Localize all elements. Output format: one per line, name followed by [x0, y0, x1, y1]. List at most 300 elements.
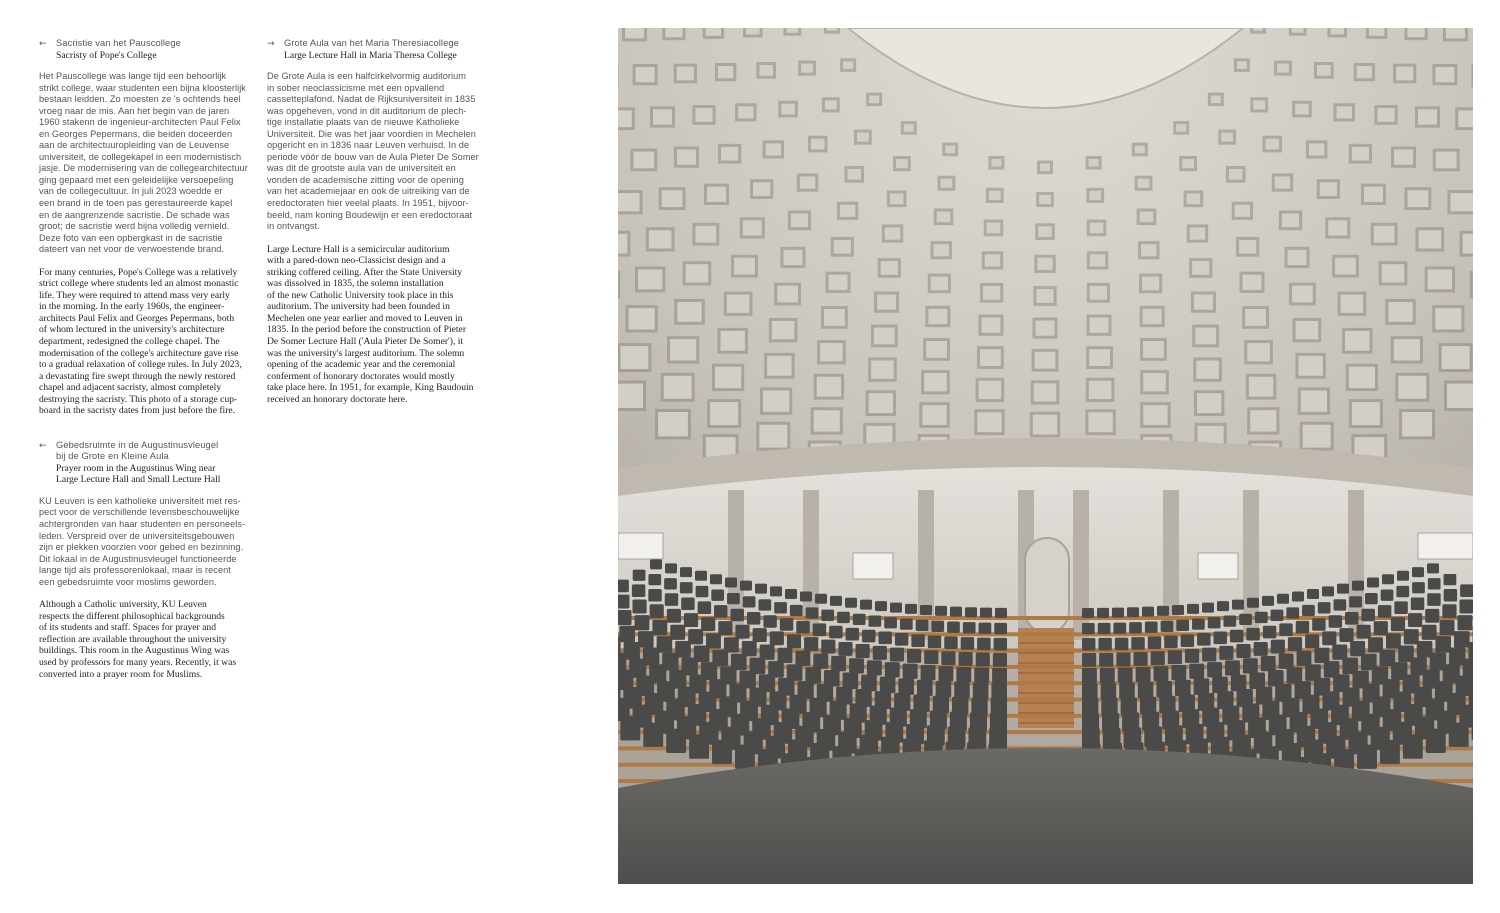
coffer [1265, 139, 1279, 150]
seat [1440, 620, 1455, 635]
seat [698, 601, 711, 614]
coffer [677, 67, 694, 81]
seat [1411, 597, 1424, 610]
window [1198, 553, 1238, 579]
coffer [677, 302, 701, 322]
coffer [1470, 271, 1473, 298]
seat [711, 590, 724, 601]
seat [973, 682, 989, 699]
coffer [664, 376, 692, 399]
coffer [1428, 269, 1452, 289]
seat [1352, 581, 1364, 591]
coffer [904, 124, 914, 132]
coffer [1089, 191, 1101, 200]
seat [900, 618, 913, 629]
coffer [1176, 124, 1186, 132]
coffer [721, 331, 745, 351]
seat [652, 620, 667, 635]
wooden-tier [618, 616, 1473, 620]
coffer [738, 106, 753, 118]
coffer [1090, 318, 1109, 333]
seat [1302, 605, 1315, 616]
coffer [1034, 383, 1057, 401]
seat [731, 609, 744, 622]
seat [959, 652, 973, 666]
seat [632, 584, 645, 597]
coffer [824, 309, 845, 326]
seat [941, 651, 955, 665]
coffer [1089, 159, 1099, 167]
coffer [896, 159, 908, 168]
seat [1435, 636, 1451, 653]
seat [1403, 734, 1423, 758]
seat [1151, 651, 1165, 665]
seat [991, 683, 1007, 700]
coffer [1140, 212, 1154, 223]
seat [735, 745, 755, 769]
coffer [1143, 405, 1167, 425]
window [853, 553, 893, 579]
coffer [926, 341, 947, 358]
left-arrow-icon: ← [39, 39, 47, 49]
seat [635, 615, 650, 630]
coffer [662, 190, 683, 207]
coffer [1374, 226, 1395, 243]
seat [954, 682, 970, 699]
seat [684, 613, 698, 627]
caption-prayer-room [39, 440, 259, 486]
coffer [871, 360, 894, 378]
caption-dutch: Gebedsruimte in de Augustinusvleugel bij de Grote en Kleine Aula [56, 439, 219, 462]
seat [1231, 675, 1247, 692]
coffer [715, 367, 741, 388]
coffer [1089, 349, 1110, 366]
seat [618, 636, 621, 654]
seat [1412, 567, 1424, 577]
coffer [827, 28, 837, 31]
coffer [1407, 190, 1428, 207]
seat [1217, 601, 1229, 611]
seat [1460, 584, 1473, 597]
coffer [1364, 187, 1383, 202]
seat [1449, 723, 1469, 747]
coffer [991, 159, 1001, 167]
coffer [1135, 146, 1145, 154]
coffer [977, 412, 1001, 432]
seat [977, 638, 990, 651]
coffer [1328, 220, 1347, 235]
coffer [869, 96, 879, 104]
seat [1187, 604, 1199, 614]
seat [1098, 623, 1111, 634]
seat [800, 591, 812, 601]
left-arrow-icon: ← [39, 440, 47, 451]
seat [1214, 632, 1227, 645]
coffer [753, 182, 770, 196]
seat [1168, 650, 1182, 664]
coffer [1243, 275, 1262, 290]
coffer [1357, 66, 1372, 78]
seat [846, 628, 859, 641]
coffer [834, 240, 851, 254]
seat [1442, 604, 1456, 618]
seat [1161, 621, 1174, 632]
seat [994, 638, 1007, 651]
coffer [829, 275, 848, 290]
coffer [766, 143, 781, 155]
seat [856, 644, 870, 658]
seat [1361, 609, 1374, 622]
coffer [1249, 377, 1273, 397]
seat [1454, 631, 1470, 648]
seat [665, 563, 677, 573]
seat [837, 612, 850, 623]
seat [980, 608, 992, 618]
coffer [811, 139, 825, 150]
coffer [1349, 367, 1375, 388]
coffer [721, 147, 738, 161]
coffer [1247, 343, 1270, 361]
seat [1365, 593, 1378, 604]
seat [1099, 653, 1113, 667]
coffer [1377, 108, 1394, 122]
coffer [1039, 195, 1051, 204]
seat [1129, 622, 1142, 633]
seat [1367, 578, 1379, 588]
coffer [1143, 373, 1166, 391]
coffer [945, 146, 955, 154]
seat [770, 586, 782, 596]
seat [1404, 629, 1419, 644]
seat [1136, 667, 1151, 682]
seat [895, 633, 908, 646]
seat [1148, 636, 1161, 649]
seat [667, 609, 681, 623]
coffer [979, 381, 1002, 399]
seat [725, 578, 737, 588]
seat [1142, 607, 1154, 617]
coffer [881, 261, 898, 275]
coffer [1292, 28, 1304, 33]
seat [755, 584, 767, 594]
seat [1412, 582, 1425, 593]
coffer [980, 349, 1001, 366]
seat [907, 649, 921, 663]
seat [1208, 617, 1221, 628]
coffer [638, 269, 662, 289]
seat [701, 617, 715, 631]
seat [1156, 681, 1172, 698]
coffer [1195, 328, 1216, 345]
seat [785, 589, 797, 599]
body-text-english: For many centuries, Pope's College was a relatively strict college where students led an almost monastic life. They were required to attend mass very early in the morning. In the early 1960s, the engineer- architects Paul Felix and Georges Pepermans, both of whom lectured in the university's architecture department, redesigned the college chapel. The modernisation of the college's architecture gave rise to a gradual relaxation of college rules. In July 2023, a devastating fire swept through the newly restored chapel and adjacent sacristy, almost completely destroying the sacristy. This photo of a storage cup- board in the sacristy dates from just before the fire. [39, 266, 242, 417]
seat [1082, 623, 1095, 634]
coffer [814, 410, 840, 431]
seat [1463, 659, 1473, 678]
coffer [1352, 402, 1380, 425]
seat [1408, 613, 1422, 627]
coffer [1288, 250, 1307, 265]
coffer [618, 384, 643, 408]
seat [1154, 666, 1169, 681]
seat [1380, 740, 1400, 764]
seat [1349, 596, 1362, 607]
coffer [1345, 331, 1369, 351]
coffer [649, 230, 672, 248]
coffer [777, 286, 798, 303]
seat [632, 600, 646, 614]
coffer [791, 213, 808, 227]
seat [795, 651, 810, 666]
seat [994, 623, 1007, 634]
coffer [874, 328, 895, 345]
seat [1334, 599, 1347, 610]
seat [815, 594, 827, 604]
seat [774, 602, 787, 613]
coffer [987, 223, 1001, 234]
seat [1271, 640, 1285, 654]
coffer [695, 226, 716, 243]
seat [790, 605, 803, 616]
seat [1098, 638, 1111, 651]
seat [935, 606, 947, 616]
coffer [981, 318, 1000, 333]
coffer [743, 220, 762, 235]
body-text-dutch: KU Leuven is een katholieke universiteit met res- pect voor de verschillende levensbeschouwelijke achtergronden van haar studenten en personeels- leden. Verspreid over de universiteitsgebouwen zijn er plekken voorzien voor gebed en bezinning. Dit lokaal in de Augustinusvleugel functioneerde lange tijd als professorenlokaal, maar is recent een gebedsruimte voor moslims geworden. [39, 495, 246, 587]
seat [1262, 596, 1274, 606]
seat [1322, 586, 1334, 596]
coffer [1197, 393, 1221, 413]
seat [680, 582, 693, 593]
seat [650, 604, 664, 618]
seat [650, 559, 662, 569]
seat [947, 622, 960, 633]
seat [763, 615, 776, 628]
seat [1318, 602, 1331, 613]
seat [787, 634, 801, 648]
coffer [686, 264, 709, 282]
seat [1427, 563, 1439, 573]
seat [950, 607, 962, 617]
coffer [1407, 28, 1424, 37]
seat [1396, 586, 1409, 597]
coffer [710, 402, 738, 425]
seat [903, 664, 918, 679]
coffer [1419, 230, 1442, 248]
seat [1116, 653, 1130, 667]
seat [878, 632, 891, 645]
coffer [695, 108, 712, 122]
coffer [800, 176, 815, 188]
seat [885, 662, 900, 677]
seat [681, 597, 694, 610]
seat [884, 617, 897, 628]
coffer [1141, 244, 1156, 256]
coffer [1253, 28, 1263, 31]
coffer [857, 133, 869, 142]
coffer [1035, 352, 1056, 369]
seat [853, 614, 866, 625]
seat [1307, 589, 1319, 599]
coffer [665, 28, 682, 37]
seat [1101, 683, 1117, 700]
seat [813, 653, 828, 668]
seat [911, 634, 924, 647]
seat [898, 678, 914, 695]
seat [1119, 682, 1135, 699]
seat [1100, 668, 1115, 683]
seat [1426, 729, 1446, 753]
seat [1207, 662, 1222, 677]
coffer [1211, 96, 1221, 104]
coffer [1317, 65, 1331, 76]
coffer [1196, 360, 1219, 378]
seat [830, 596, 842, 606]
seat [638, 631, 654, 648]
coffer [707, 187, 726, 202]
seat [1176, 620, 1189, 631]
coffer [1295, 104, 1309, 115]
coffer [718, 66, 733, 78]
seat [1254, 642, 1268, 656]
seat [1444, 574, 1457, 585]
coffer [629, 308, 655, 329]
coffer [843, 61, 853, 69]
seat [1127, 607, 1139, 617]
seat [780, 618, 793, 631]
seat [1322, 631, 1336, 645]
seat [956, 667, 971, 682]
seat [845, 598, 857, 608]
seat [710, 574, 722, 584]
seat [995, 608, 1007, 618]
coffer [1138, 179, 1150, 188]
coffer [1221, 133, 1233, 142]
coffer [1396, 67, 1413, 81]
coffer [820, 343, 843, 361]
coffer [937, 212, 951, 223]
coffer [885, 227, 900, 239]
seat [1394, 601, 1407, 614]
seat [1391, 617, 1405, 631]
seat [1189, 664, 1204, 679]
coffer [928, 309, 947, 324]
seat [1225, 660, 1240, 675]
seat [806, 607, 819, 618]
seat [619, 626, 635, 643]
body-text-english: Although a Catholic university, KU Leuven respects the different philosophical backgrounds of its students and staff. Spaces for prayer and reflection are available throughout the university buildings. This room in the Augustinus Wing was used by professors for many years. Recently, it was converted into a prayer room for Muslims. [39, 599, 237, 680]
coffer [1142, 277, 1159, 291]
seat [963, 622, 976, 633]
coffer [1090, 223, 1104, 234]
coffer [1435, 67, 1454, 82]
seat [936, 681, 952, 698]
seat [1428, 578, 1441, 589]
coffer [1341, 295, 1364, 313]
lecture-hall-photo [618, 28, 1473, 884]
coffer [983, 286, 1000, 300]
coffer [1237, 61, 1247, 69]
seat [666, 729, 686, 753]
coffer [677, 150, 696, 165]
seat [618, 610, 632, 625]
seat [849, 658, 864, 673]
coffer [1182, 159, 1194, 168]
caption-dutch: Sacristie van het Pauscollege [56, 38, 181, 48]
seat [1236, 644, 1250, 658]
coffer [840, 205, 855, 217]
seat [861, 675, 877, 692]
seat [1082, 653, 1096, 667]
body-text-dutch: De Grote Aula is een halfcirkelvormig auditorium in sober neoclassicisme met een opvallend cassetteplafond. Nadat de Rijksuniversiteit in 1835 was opgeheven, vond in dit auditorium de plech- tige installatie plaats van de nieuwe Katholieke Universiteit. Die was het jaar voordien in Mechelen opgericht en in 1836 naar Leuven verhuisd. In de periode vóór de bouw van de Aula Pieter De Somer was dit de grootste aula van de universiteit en vonden de academische zitting voor de opening van het academiejaar en ook de uitreiking van de eredoctoraten hier veelal plaats. In 1951, bijvoor- beeld, nam koning Boudewijn er een eredoctoraat in ontvangst. [267, 71, 479, 232]
coffer [636, 67, 655, 82]
seat [618, 595, 629, 609]
coffer [1192, 261, 1209, 275]
seat [1457, 615, 1472, 630]
seat [712, 740, 732, 764]
seat [1460, 600, 1473, 614]
coffer [1036, 289, 1053, 303]
coffer [941, 179, 953, 188]
seat [890, 603, 902, 613]
coffer [1277, 64, 1289, 73]
seat [643, 723, 663, 747]
seat [860, 600, 872, 610]
seat [992, 668, 1007, 683]
coffer [931, 277, 948, 291]
seat [1296, 621, 1309, 634]
coffer [1458, 110, 1473, 127]
seat [813, 623, 826, 636]
seat [1337, 584, 1349, 594]
seat [718, 621, 732, 635]
coffer [1382, 264, 1405, 282]
seat [664, 578, 677, 589]
coffer [1450, 193, 1473, 211]
middle-text-column [267, 38, 487, 418]
coffer [618, 193, 640, 211]
seat [1243, 658, 1258, 673]
coffer [1298, 356, 1322, 376]
seat [1232, 600, 1244, 610]
seat [1332, 645, 1347, 660]
seat [689, 734, 709, 758]
seat [1422, 625, 1437, 640]
seat [1118, 668, 1133, 683]
seat [1292, 591, 1304, 601]
coffer [767, 356, 791, 376]
seat [695, 571, 707, 581]
seat [821, 610, 834, 621]
coffer [620, 346, 648, 369]
seat [648, 589, 661, 602]
seat [961, 637, 974, 650]
seat [618, 580, 629, 593]
seat [1312, 618, 1325, 631]
seat [1185, 649, 1199, 663]
coffer [759, 65, 773, 76]
seat [714, 605, 727, 618]
seat [1246, 628, 1259, 641]
coffer [1235, 205, 1250, 217]
left-text-column [39, 38, 259, 693]
seat [760, 645, 775, 660]
coffer [633, 152, 654, 169]
coffer [670, 339, 696, 360]
seat [1472, 716, 1473, 740]
coffer [618, 110, 632, 127]
seat [924, 650, 938, 664]
